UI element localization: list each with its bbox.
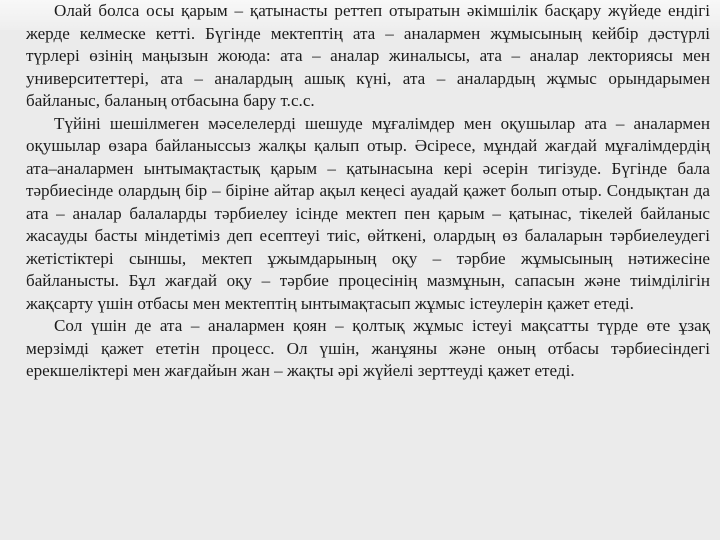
paragraph-2: Түйіні шешілмеген мәселелерді шешуде мұғалімдер мен оқушылар ата – аналармен оқушылар өзара байланыссыз жалқы қалып отыр. Әсіресе, мұндай жағдай мұғалімдердің ата–аналармен ынтымақтастық қарым – қатынасына кері әсерін тигізуде. Бүгінде бала тәрбиесінде олардың бір – біріне айтар ақыл кеңесі ауадай қажет болып отыр. Сондықтан да ата – аналар балаларды тәрбиелеу ісінде мектеп пен қарым – қатынас, тікелей байланыс жасауды басты міндетіміз деп есептеуі тиіс, өйткені, олардың өз балаларын тәрбиелеудегі жетістіктері сыншы, мектеп ұжымдарының оқу – тәрбие жұмысының нәтижесіне байланысты. Бұл жағдай оқу – тәрбие процесінің мазмұнын, сапасын және тиімділігін жақсарту үшін отбасы мен мектептің ынтымақтасып жұмыс істеулерін қажет етеді. (26, 113, 710, 313)
paragraph-3: Сол үшін де ата – аналармен қоян – қолтық жұмыс істеуі мақсатты түрде өте ұзақ мерзімді қажет ететін процесс. Ол үшін, жанұяны және оның отбасы тәрбиесіндегі ерекшеліктері мен жағдайын жан – жақты әрі жүйелі зерттеуді қажет етеді. (26, 316, 710, 380)
paragraph-1: Олай болса осы қарым – қатынасты реттеп отыратын әкімшілік басқару жүйеде ендігі жерде келмеске кетті. Бүгінде мектептің ата – аналармен жұмысының кейбір дәстүрлі түрлері өзінің маңызын жоюда: ата – аналар жиналысы, ата – аналар лекториясы мен университеттері, ата – аналардың ашық күні, ата – аналардың жұмыс орындарымен байланыс, баланың отбасына бару т.с.с. (26, 1, 710, 110)
